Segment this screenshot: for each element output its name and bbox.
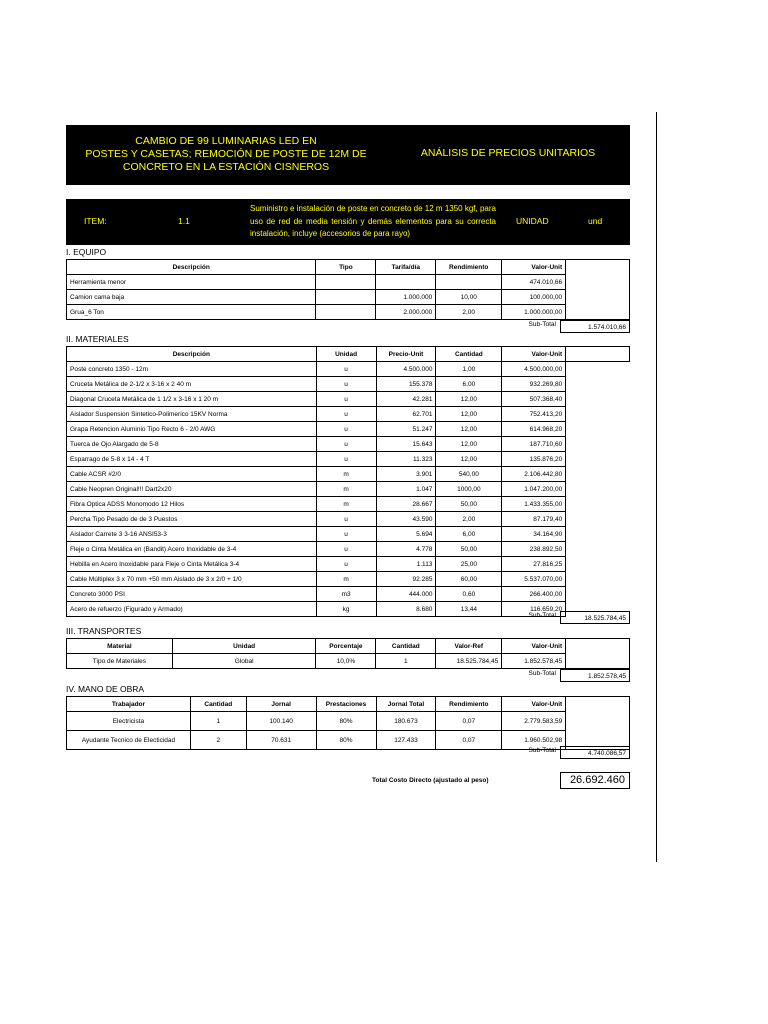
table-row xyxy=(67,542,630,557)
table-cell xyxy=(316,290,376,305)
section-title-transportes: III. TRANSPORTES xyxy=(66,626,142,636)
table-cell: Percha Tipo Pesado de de 3 Puestos xyxy=(67,512,317,527)
table-cell: Tipo de Materiales xyxy=(67,654,173,669)
table-cell: 13,44 xyxy=(436,602,502,617)
table-cell: 540,00 xyxy=(436,467,502,482)
header-banner xyxy=(66,125,630,185)
column-header: Rendimiento xyxy=(436,260,502,275)
table-cell: 4.500.000 xyxy=(376,362,436,377)
table-cell: 932.269,80 xyxy=(502,377,566,392)
table-cell xyxy=(376,275,436,290)
table-row xyxy=(67,527,630,542)
table-cell: 2,00 xyxy=(436,305,502,320)
table-cell: 12,00 xyxy=(436,422,502,437)
column-header: Unidad xyxy=(172,639,316,654)
table-row xyxy=(67,452,630,467)
table-cell: 444.000 xyxy=(376,587,436,602)
table-cell: 2,00 xyxy=(436,512,502,527)
column-header: Tarifa/día xyxy=(376,260,436,275)
page-border-line xyxy=(656,112,657,862)
table-header-row xyxy=(67,260,630,275)
table-cell: u xyxy=(316,527,376,542)
table-cell: 51.247 xyxy=(376,422,436,437)
table-cell: 1 xyxy=(376,654,436,669)
table-cell: m3 xyxy=(316,587,376,602)
table-cell: 2.106.442,80 xyxy=(502,467,566,482)
section-title-materiales: II. MATERIALES xyxy=(66,334,129,344)
column-header: Valor-Ref xyxy=(436,639,502,654)
table-cell: Esparrago de 5-8 x 14 - 4 T xyxy=(67,452,317,467)
table-cell: 28.667 xyxy=(376,497,436,512)
table-cell: 1.433.355,00 xyxy=(502,497,566,512)
table-cell: 11.323 xyxy=(376,452,436,467)
table-cell: 5.537.070,00 xyxy=(502,572,566,587)
table-row xyxy=(67,712,630,731)
table-row xyxy=(67,362,630,377)
table-cell: 2.000.000 xyxy=(376,305,436,320)
table-cell: 135.876,20 xyxy=(502,452,566,467)
table-cell: 12,00 xyxy=(436,452,502,467)
table-cell: 12,00 xyxy=(436,392,502,407)
table-cell: 2.779.583,59 xyxy=(502,712,566,731)
table-cell: Cable Neopren Original!!! Dart2x20 xyxy=(67,482,317,497)
unit-value: und xyxy=(588,216,603,226)
table-cell: 155.378 xyxy=(376,377,436,392)
table-cell: m xyxy=(316,572,376,587)
table-cell: u xyxy=(316,422,376,437)
column-header: Tipo xyxy=(316,260,376,275)
project-title-line: CONCRETO EN LA ESTACIÓN CISNEROS xyxy=(122,161,330,173)
table-cell: 1.960.502,98 xyxy=(502,731,566,750)
table-cell: 92.285 xyxy=(376,572,436,587)
table-cell: 42.281 xyxy=(376,392,436,407)
table-row xyxy=(67,290,630,305)
table-cell: 70.631 xyxy=(246,731,316,750)
table-cell: 507.368,40 xyxy=(502,392,566,407)
table-row xyxy=(67,377,630,392)
table-row xyxy=(67,497,630,512)
table-cell: Aislador Carrete 3 3-16 ANSI53-3 xyxy=(67,527,317,542)
table-cell: 187.710,60 xyxy=(502,437,566,452)
table-cell: Tuerca de Ojo Alargado de 5-8 xyxy=(67,437,317,452)
table-cell: 2 xyxy=(190,731,246,750)
table-cell: 100.000,00 xyxy=(502,290,566,305)
table-cell: Grapa Retencion Aluminio Tipo Recto 6 - 2/0 AWG xyxy=(67,422,317,437)
materiales-table xyxy=(66,346,630,617)
table-row xyxy=(67,275,630,290)
table-cell: 87.179,40 xyxy=(502,512,566,527)
column-header: Cantidad xyxy=(376,639,436,654)
item-banner xyxy=(66,199,630,245)
table-header-row xyxy=(67,347,630,362)
column-header: Descripción xyxy=(67,347,317,362)
table-cell: 50,00 xyxy=(436,542,502,557)
column-header: Material xyxy=(67,639,173,654)
table-cell: 1 xyxy=(190,712,246,731)
table-cell: 127.433 xyxy=(376,731,436,750)
table-row xyxy=(67,654,630,669)
table-cell: Poste concreto 1350 - 12m xyxy=(67,362,317,377)
table-cell: 34.164,90 xyxy=(502,527,566,542)
column-header: Valor-Unit xyxy=(502,697,566,712)
table-cell: 80% xyxy=(316,712,376,731)
table-cell: 1000,00 xyxy=(436,482,502,497)
table-cell: 25,00 xyxy=(436,557,502,572)
table-cell: 8.680 xyxy=(376,602,436,617)
table-cell: Ayudante Tecnico de Electicidad xyxy=(67,731,191,750)
table-cell: 10,00 xyxy=(436,290,502,305)
column-header: Precio-Unit xyxy=(376,347,436,362)
table-cell: 10,0% xyxy=(316,654,376,669)
table-cell: 3.901 xyxy=(376,467,436,482)
equipo-table xyxy=(66,259,630,320)
table-row xyxy=(67,482,630,497)
table-cell: 752.413,20 xyxy=(502,407,566,422)
table-cell: u xyxy=(316,437,376,452)
table-cell: 43.590 xyxy=(376,512,436,527)
table-cell: 12,00 xyxy=(436,437,502,452)
table-cell: 1,00 xyxy=(436,362,502,377)
table-cell: u xyxy=(316,512,376,527)
table-cell xyxy=(436,275,502,290)
table-cell: 12,00 xyxy=(436,407,502,422)
item-number: 1.1 xyxy=(178,216,190,226)
column-header: Porcentaje xyxy=(316,639,376,654)
table-cell: u xyxy=(316,542,376,557)
table-cell: 5.694 xyxy=(376,527,436,542)
subtotal-value: 1.852.578,45 xyxy=(560,669,630,682)
transportes-table xyxy=(66,638,630,669)
column-header: Prestaciones xyxy=(316,697,376,712)
table-cell: 116.659,20 xyxy=(502,602,566,617)
table-cell: 0,07 xyxy=(436,712,502,731)
table-cell: Concreto 3000 PSI xyxy=(67,587,317,602)
column-header: Valor-Unit xyxy=(502,639,566,654)
empty-cell xyxy=(566,260,630,320)
table-cell: u xyxy=(316,362,376,377)
subtotal-value: 1.574.010,66 xyxy=(560,320,630,333)
table-row xyxy=(67,467,630,482)
table-cell: Fleje o Cinta Metálica en (Bandit) Acero Inoxidable de 3-4 xyxy=(67,542,317,557)
table-row xyxy=(67,305,630,320)
table-cell: 1.047.200,00 xyxy=(502,482,566,497)
total-label: Total Costo Directo (ajustado al peso) xyxy=(372,777,489,784)
subtotal-label: Sub-Total xyxy=(528,747,556,754)
table-cell: Grua_6 Ton xyxy=(67,305,316,320)
table-cell: 4.500.000,00 xyxy=(502,362,566,377)
project-title xyxy=(66,135,386,174)
table-cell: Cruceta Metálica de 2-1/2 x 3-16 x 2 40 m xyxy=(67,377,317,392)
table-cell: 100.140 xyxy=(246,712,316,731)
subtotal-label: Sub-Total xyxy=(528,612,556,619)
table-cell: Electricista xyxy=(67,712,191,731)
empty-cell xyxy=(566,639,630,669)
total-value: 26.692.460 xyxy=(560,772,630,789)
section-title-equipo: I. EQUIPO xyxy=(66,247,107,257)
subtotal-label: Sub-Total xyxy=(528,321,556,328)
table-cell: Hebilla en Acero Inoxidable para Fleje o Cinta Metálica 3-4 xyxy=(67,557,317,572)
table-cell: 6,00 xyxy=(436,377,502,392)
analysis-title: ANÁLISIS DE PRECIOS UNITARIOS xyxy=(420,147,596,159)
table-cell: u xyxy=(316,377,376,392)
table-cell: u xyxy=(316,557,376,572)
table-cell: 1.113 xyxy=(376,557,436,572)
table-row xyxy=(67,587,630,602)
table-row xyxy=(67,572,630,587)
table-cell: Diagonal Cruceta Metálica de 1 1/2 x 3-16 x 1 20 m xyxy=(67,392,317,407)
column-header: Valor-Unit xyxy=(502,260,566,275)
empty-cell xyxy=(566,347,630,362)
table-row xyxy=(67,437,630,452)
table-cell xyxy=(316,275,376,290)
table-row xyxy=(67,512,630,527)
table-cell: Cable ACSR #2/0 xyxy=(67,467,317,482)
table-cell: 1.852.578,45 xyxy=(502,654,566,669)
column-header: Cantidad xyxy=(190,697,246,712)
table-row xyxy=(67,392,630,407)
table-cell: 0,07 xyxy=(436,731,502,750)
project-title-line: CAMBIO DE 99 LUMINARIAS LED EN xyxy=(135,135,317,147)
table-cell: 80% xyxy=(316,731,376,750)
table-cell: 50,00 xyxy=(436,497,502,512)
table-cell: 266.400,00 xyxy=(502,587,566,602)
table-cell: 614.968,20 xyxy=(502,422,566,437)
table-row xyxy=(67,422,630,437)
table-row xyxy=(67,407,630,422)
table-header-row xyxy=(67,639,630,654)
table-cell: 1.000.000,00 xyxy=(502,305,566,320)
table-cell: Cable Múltiplex 3 x 70 mm +50 mm Aislado de 3 x 2/0 + 1/0 xyxy=(67,572,317,587)
table-cell: 15.643 xyxy=(376,437,436,452)
table-cell: 60,00 xyxy=(436,572,502,587)
project-title-line: POSTES Y CASETAS; REMOCIÓN DE POSTE DE 12M DE xyxy=(85,148,367,160)
table-cell: 0,60 xyxy=(436,587,502,602)
subtotal-value: 4.740.086,57 xyxy=(560,746,630,759)
table-cell: 1.047 xyxy=(376,482,436,497)
table-cell: 62.701 xyxy=(376,407,436,422)
subtotal-value: 18.525.784,45 xyxy=(560,611,630,624)
table-cell: m xyxy=(316,497,376,512)
column-header: Unidad xyxy=(316,347,376,362)
column-header: Valor-Unit xyxy=(502,347,566,362)
table-cell: 180.673 xyxy=(376,712,436,731)
table-cell: u xyxy=(316,407,376,422)
unit-label: UNIDAD xyxy=(516,216,549,226)
table-cell: Herramienta menor xyxy=(67,275,316,290)
column-header: Jornal xyxy=(246,697,316,712)
column-header: Trabajador xyxy=(67,697,191,712)
table-cell: 18.525.784,45 xyxy=(436,654,502,669)
item-label: ITEM: xyxy=(84,216,107,226)
table-cell: 27.816,25 xyxy=(502,557,566,572)
mano-obra-table xyxy=(66,696,630,750)
table-cell: Acero de refuerzo (Figurado y Armado) xyxy=(67,602,317,617)
table-cell: Aislador Suspension Sintetico-Polimerico 15KV Norma xyxy=(67,407,317,422)
table-cell: m xyxy=(316,467,376,482)
column-header: Jornal Total xyxy=(376,697,436,712)
table-cell: Fibra Optica ADSS Monomodo 12 Hilos xyxy=(67,497,317,512)
table-cell: 474.010,66 xyxy=(502,275,566,290)
table-cell: Camion cama baja xyxy=(67,290,316,305)
table-cell: 6,00 xyxy=(436,527,502,542)
table-cell: u xyxy=(316,452,376,467)
table-cell: kg xyxy=(316,602,376,617)
table-header-row xyxy=(67,697,630,712)
table-row xyxy=(67,557,630,572)
table-cell: 1.000.000 xyxy=(376,290,436,305)
section-title-mano-obra: IV. MANO DE OBRA xyxy=(66,684,145,694)
table-cell: m xyxy=(316,482,376,497)
table-cell: 4.778 xyxy=(376,542,436,557)
column-header: Cantidad xyxy=(436,347,502,362)
item-description: Suministro e instalación de poste en concreto de 12 m 1350 kgf, para uso de red de media tensión y demás elementos para su correcta instalación, incluye (accesorios de para rayo) xyxy=(250,204,496,238)
table-cell xyxy=(316,305,376,320)
column-header: Rendimiento xyxy=(436,697,502,712)
table-cell: u xyxy=(316,392,376,407)
table-cell: 238.892,50 xyxy=(502,542,566,557)
column-header: Descripción xyxy=(67,260,316,275)
empty-cell xyxy=(566,697,630,750)
subtotal-label: Sub-Total xyxy=(528,670,556,677)
table-cell: Global xyxy=(172,654,316,669)
